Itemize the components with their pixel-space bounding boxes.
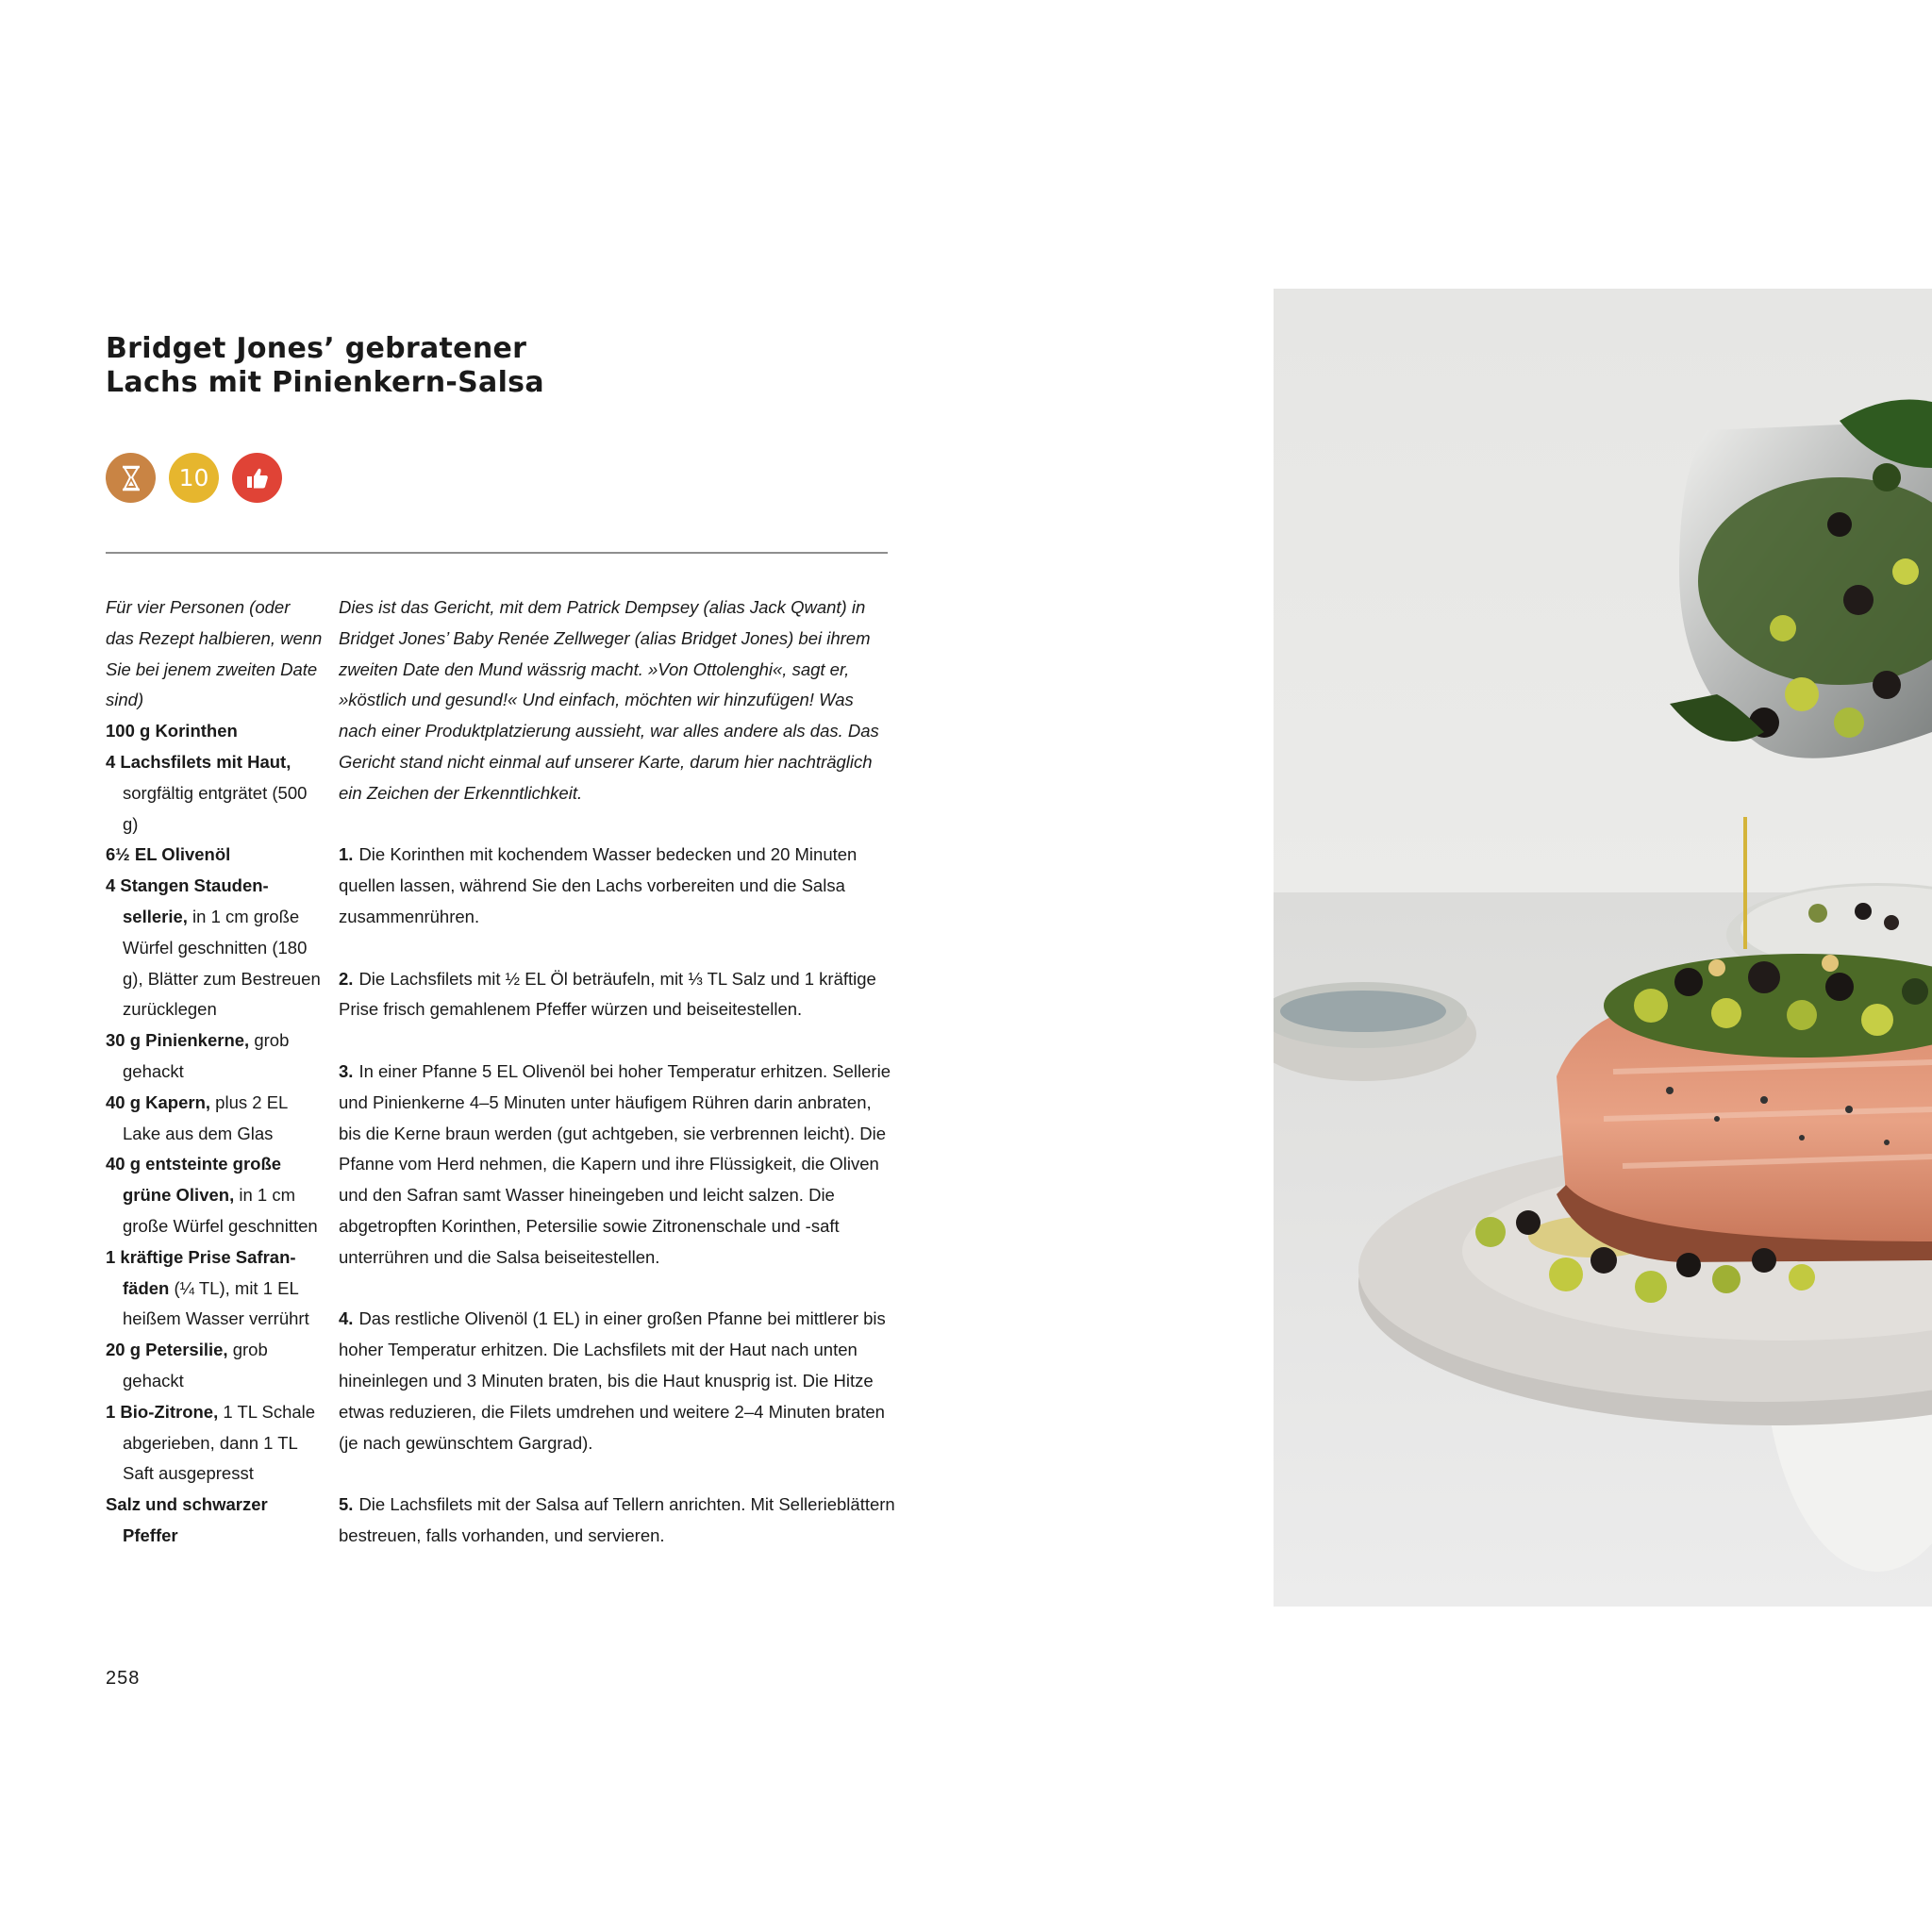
ingredient-name: 1 Bio-Zitrone, <box>106 1401 219 1422</box>
servings-note: Für vier Personen (oder das Rezept halbieren, wenn Sie bei jenem zweiten Date sind) <box>106 597 323 710</box>
ingredient-detail: in 1 cm große Würfel geschnitten (180 g), Blätter zum Bestreuen zurücklegen <box>123 906 321 1020</box>
step-text: Die Korinthen mit kochendem Wasser bedecken und 20 Minuten quellen lassen, während Sie den Lachs vorbereiten und die Salsa zusammenrühren. <box>339 844 858 926</box>
ingredient-detail: grob gehackt <box>123 1340 268 1391</box>
ingredient-name: 40 g Kapern, <box>106 1091 211 1112</box>
step-number: 5. <box>339 1494 354 1515</box>
step-number: 4. <box>339 1308 354 1329</box>
ingredient-item <box>106 871 323 1025</box>
title-line-2: Lachs mit Pinienkern-Salsa <box>106 366 544 399</box>
ingredient-item <box>106 747 323 840</box>
method-step <box>339 964 895 1026</box>
ingredient-name: 6½ EL Olivenöl <box>106 844 231 865</box>
ingredient-item <box>106 1490 323 1552</box>
ingredient-item <box>106 1335 323 1397</box>
number-badge-label: 10 <box>178 464 209 491</box>
method-step <box>339 840 895 932</box>
ingredient-item <box>106 1088 323 1150</box>
step-number: 1. <box>339 844 354 865</box>
hourglass-icon <box>106 453 156 503</box>
ingredient-name: 4 Lachsfilets mit Haut, <box>106 751 291 772</box>
method-step <box>339 1304 895 1458</box>
step-text: Das restliche Olivenöl (1 EL) in einer großen Pfanne bei mittlerer bis hoher Temperatur erhitzen. Die Lachsfilets mit der Haut nach unten hineinlegen und 3 Minuten braten, bis die Haut knusprig ist. Die Hitze etwas reduzieren, die Filets umdrehen und weitere 2–4 Minuten braten (je nach gewünschtem Gargrad). <box>339 1308 886 1453</box>
step-number: 2. <box>339 968 354 989</box>
ingredient-item <box>106 1242 323 1335</box>
step-text: In einer Pfanne 5 EL Olivenöl bei hoher Temperatur erhitzen. Sellerie und Pinienkerne 4–5 Minuten unter häufigem Rühren darin anbraten, bis die Kerne braun werden (gut achtgeben, sie verbrennen leicht). Die Pfanne vom Herd nehmen, die Kapern und ihre Flüssigkeit, die Oliven und den Safran samt Wasser hineingeben und leicht salzen. Die abgetropften Korinthen, Petersilie sowie Zitronenschale und -saft unterrühren und die Salsa beiseitestellen. <box>339 1060 891 1267</box>
thumbs-up-icon <box>232 453 282 503</box>
ingredient-item <box>106 716 323 747</box>
ingredient-detail: grob gehackt <box>123 1030 290 1081</box>
ingredient-detail: (¼ TL), mit 1 EL heißem Wasser verrührt <box>123 1277 309 1329</box>
ingredient-name: 4 Stangen Stauden-sellerie, <box>106 875 269 926</box>
salmon-salsa-photo <box>1274 289 1932 1607</box>
ingredient-item <box>106 1149 323 1241</box>
recipe-intro: Dies ist das Gericht, mit dem Patrick Dempsey (alias Jack Qwant) in Bridget Jones’ Baby Renée Zellweger (alias Bridget Jones) bei ihrem zweiten Date den Mund wässrig macht. »Von Ottolenghi«, sagt er, »köstlich und gesund!« Und einfach, möchten wir hinzufügen! Was nach einer Produktplatzierung aussieht, war alles andere als das. Das Gericht stand nicht einmal auf unserer Karte, darum hier nachträglich ein Zeichen der Erkenntlichkeit. <box>339 597 879 803</box>
ingredient-detail: 1 TL Schale abgerieben, dann 1 TL Saft ausgepresst <box>123 1401 316 1484</box>
method-column <box>339 592 895 1583</box>
ingredients-column <box>106 592 323 1552</box>
method-step <box>339 1490 895 1552</box>
ingredient-list <box>106 716 323 1552</box>
ingredient-name: 1 kräftige Prise Safran-fäden <box>106 1246 296 1298</box>
step-text: Die Lachsfilets mit ½ EL Öl beträufeln, mit ⅓ TL Salz und 1 kräftige Prise frisch gemahlenem Pfeffer würzen und beiseitestellen. <box>339 968 876 1020</box>
recipe-badges <box>106 453 282 503</box>
title-line-1: Bridget Jones’ gebratener <box>106 332 527 365</box>
ingredient-item <box>106 1025 323 1088</box>
method-step <box>339 1057 895 1274</box>
number-badge <box>169 453 219 503</box>
ingredient-detail: plus 2 EL Lake aus dem Glas <box>123 1091 288 1143</box>
step-text: Die Lachsfilets mit der Salsa auf Tellern anrichten. Mit Sellerieblättern bestreuen, falls vorhanden, und servieren. <box>339 1494 895 1545</box>
ingredient-item <box>106 840 323 871</box>
ingredient-detail: in 1 cm große Würfel geschnitten <box>123 1185 318 1236</box>
ingredient-name: 100 g Korinthen <box>106 721 238 741</box>
section-divider <box>106 552 888 554</box>
step-number: 3. <box>339 1060 354 1081</box>
step-list <box>339 840 895 1551</box>
ingredient-name: 40 g entsteinte große grüne Oliven, <box>106 1154 282 1206</box>
ingredient-name: Salz und schwarzer Pfeffer <box>106 1494 268 1545</box>
ingredient-name: 20 g Petersilie, <box>106 1340 228 1360</box>
page-number: 258 <box>106 1668 141 1689</box>
recipe-title <box>106 332 544 400</box>
ingredient-item <box>106 1397 323 1490</box>
ingredient-detail: sorgfältig entgrätet (500 g) <box>123 782 308 834</box>
ingredient-name: 30 g Pinienkerne, <box>106 1030 250 1051</box>
